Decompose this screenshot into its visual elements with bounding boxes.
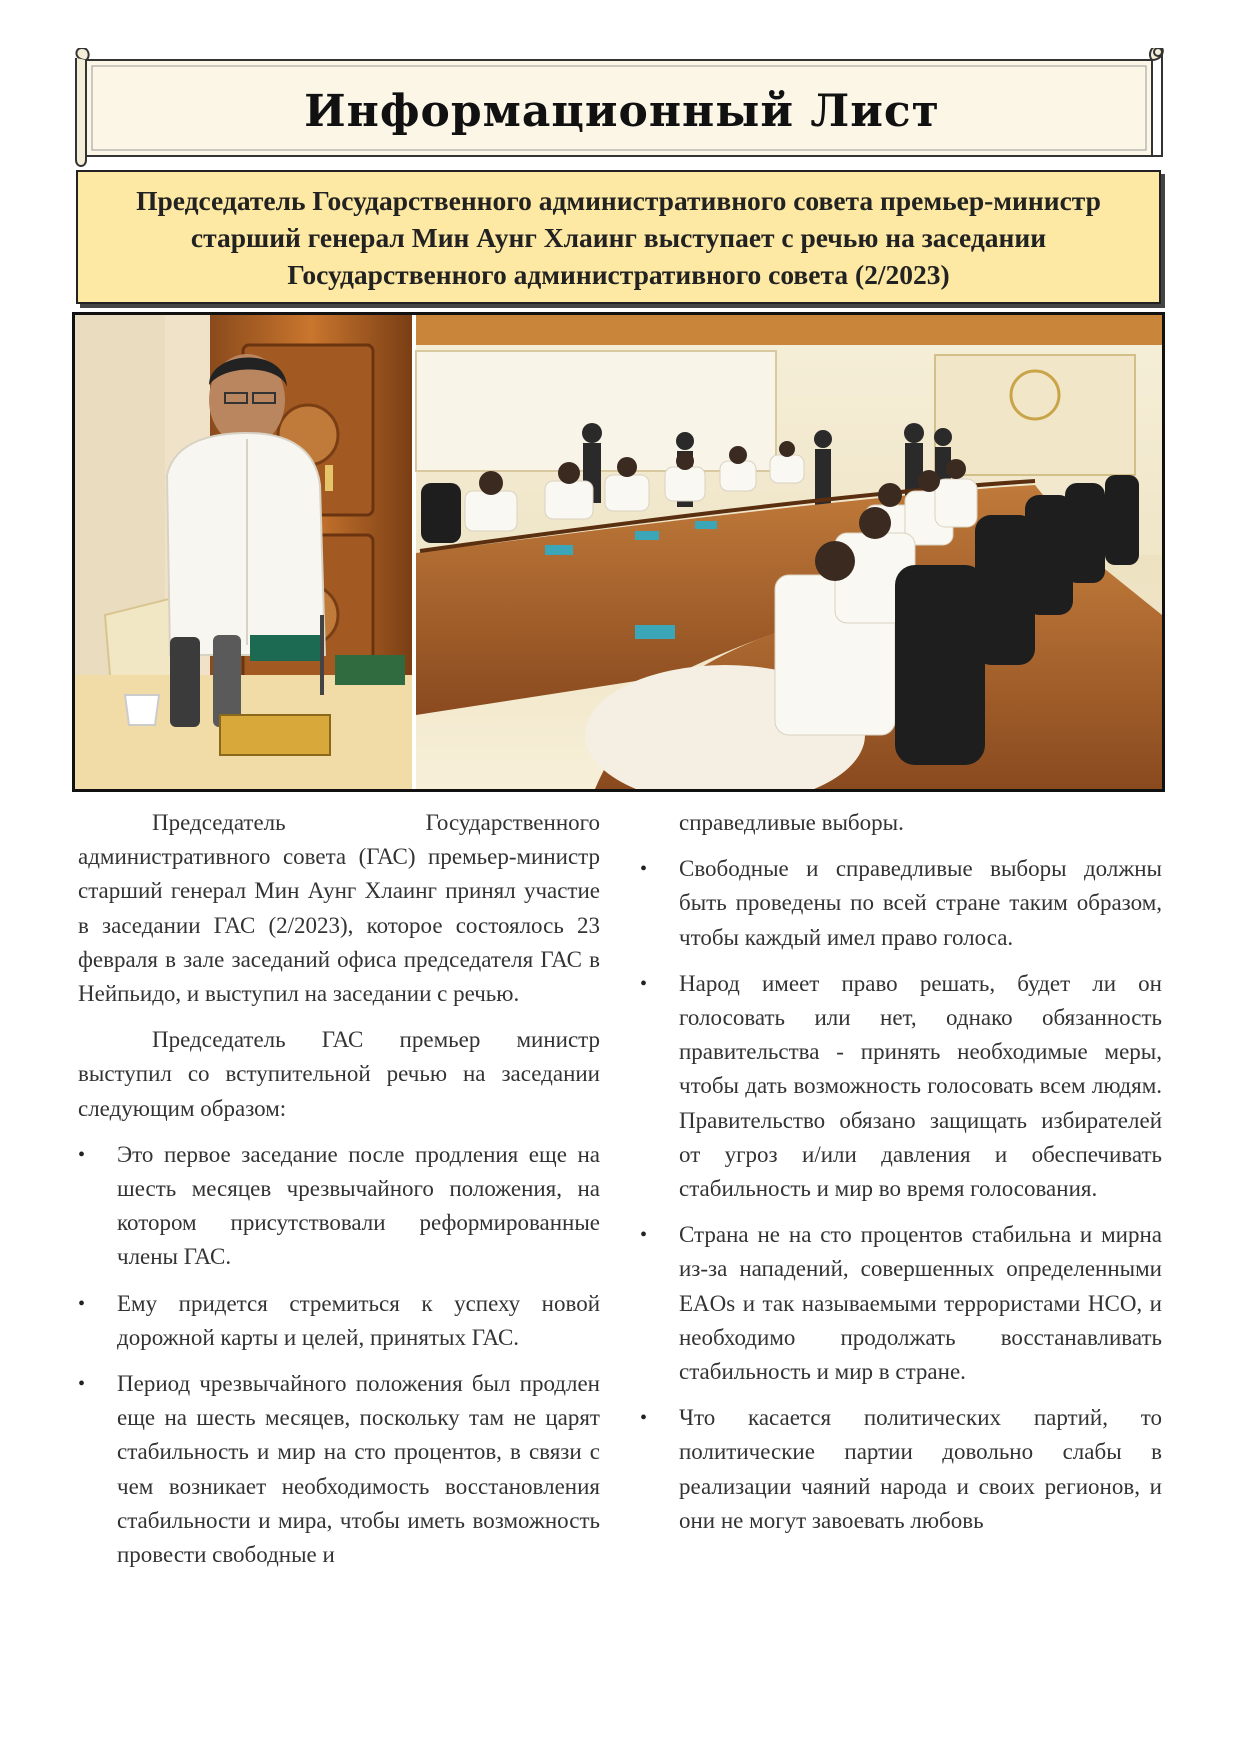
bullet-dot-icon: •: [78, 1373, 86, 1396]
bullet-text: Период чрезвычайного положения был продлен еще на шесть месяцев, поскольку там не царят стабильность и мир на сто процентов, в связи с чем возникает необходимость восстановления стабильности и мира, чтобы иметь возможность провести свободные и: [117, 1371, 600, 1568]
lead-paragraph: Председатель ГАС премьер министр выступил со вступительной речью на заседании следующим образом:: [78, 1027, 600, 1121]
bullet-item: [78, 1138, 600, 1275]
bullet-text: Народ имеет право решать, будет ли он голосовать или нет, однако обязанность правительства - принять необходимые меры, чтобы дать возможность голосовать всем людям. Правительство обязано защищать избирателей от угроз и/или давления и обеспечивать стабильность и мир во время голосования.: [679, 970, 1162, 1202]
article-left-column: [78, 806, 600, 1584]
bullet-text: Что касается политических партий, то политические партии довольно слабы в реализации чаяний народа и своих регионов, и они не могут завоевать любовь: [679, 1405, 1162, 1533]
bullet-dot-icon: •: [78, 1143, 86, 1166]
bullet-item: [640, 1401, 1162, 1538]
photo-speaker-icon: [75, 315, 412, 789]
bullet-text: Свободные и справедливые выборы должны быть проведены по всей стране таким образом, чтобы каждый имел право голоса.: [679, 856, 1162, 950]
bullet-dot-icon: •: [640, 1407, 648, 1430]
bullet-dot-icon: •: [640, 858, 648, 881]
intro-paragraph: Председатель Государственного административного совета (ГАС) премьер-министр старший генерал Мин Аунг Хлаинг принял участие в заседании ГАС (2/2023), которое состоялось 23 февраля в зале заседаний офиса председателя ГАС в Нейпьидо, и выступил на заседании с речью.: [78, 810, 600, 1007]
bullet-item: [640, 967, 1162, 1206]
headline-box: [76, 170, 1161, 304]
bullet-text: Это первое заседание после продления еще на шесть месяцев чрезвычайного положения, на котором присутствовали реформированные члены ГАС.: [117, 1141, 600, 1270]
continued-text: справедливые выборы.: [679, 810, 904, 835]
bullet-item: [640, 852, 1162, 955]
bullet-item: [78, 1367, 600, 1572]
bullet-text: Ему придется стремиться к успеху новой дорожной карты и целей, принятых ГАС.: [117, 1290, 600, 1350]
bullet-dot-icon: •: [640, 1224, 648, 1247]
bullet-text: Страна не на сто процентов стабильна и мирна из-за нападений, совершенных определенными EAOs и так называемыми террористами НСО, и необходимо продолжать восстанавливать стабильность и мир в стране.: [679, 1222, 1162, 1385]
bullet-item: [640, 1218, 1162, 1389]
news-photo: [72, 312, 1165, 792]
article-right-column: [640, 806, 1162, 1550]
title-banner: [72, 48, 1172, 168]
photo-meeting-hall-icon: [416, 315, 1162, 789]
bullet-dot-icon: •: [640, 972, 648, 995]
bullet-dot-icon: •: [78, 1292, 86, 1315]
headline-text: Председатель Государственного административного совета премьер-министр старший генерал Мин Аунг Хлаинг выступает с речью на заседании Государственного административного совета (2/2023): [136, 184, 1101, 290]
bullet-item: [78, 1287, 600, 1355]
page-title: Информационный Лист: [304, 86, 940, 137]
